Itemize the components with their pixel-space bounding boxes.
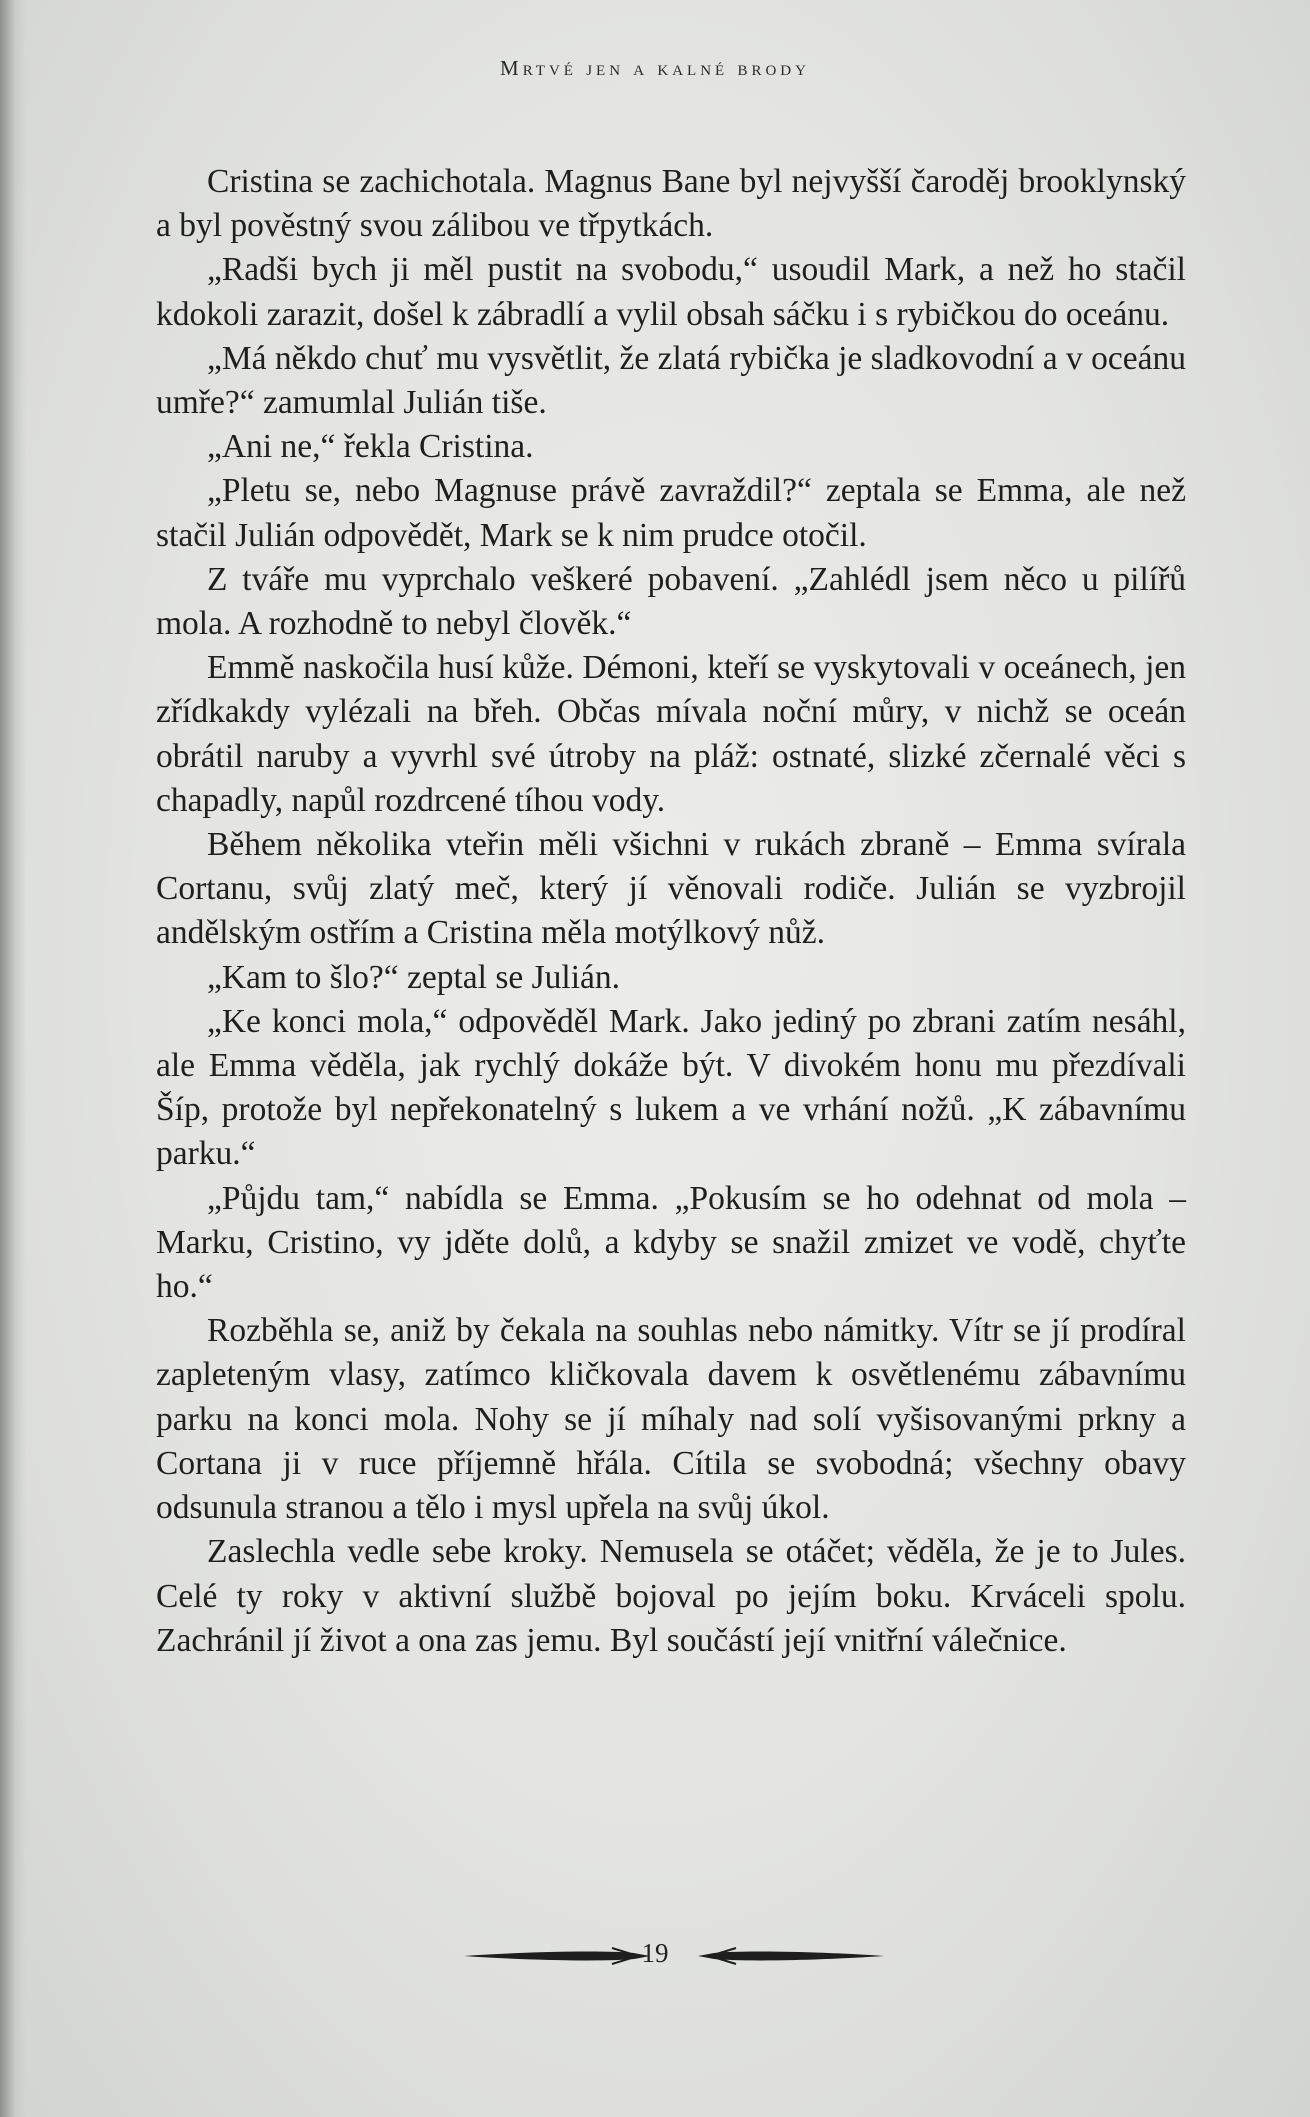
paragraph: „Půjdu tam,“ nabídla se Emma. „Pokusím se ho odehnat od mola – Marku, Cristino, vy jděte dolů, a kdyby se snažil zmizet ve vodě, chyťte ho.“: [156, 1179, 1186, 1306]
paragraph: Z tváře mu vyprchalo veškeré pobavení. „Zahlédl jsem něco u pilířů mola. A rozhodně to nebyl člověk.“: [156, 560, 1186, 643]
paragraph: „Radši bych ji měl pustit na svobodu,“ usoudil Mark, a než ho stačil kdokoli zarazit, došel k zábradlí a vylil obsah sáčku i s rybičkou do oceánu.: [156, 251, 1186, 333]
right-ornament-icon: [696, 1936, 886, 1976]
paragraph: Během několika vteřin měli všichni v rukách zbraně – Emma svírala Cortanu, svůj zlatý meč, který jí věnovali rodiče. Julián se vyzbrojil andělským ostřím a Cristina měla motýlkový nůž.: [156, 826, 1186, 952]
paragraph: „Pletu se, nebo Magnuse právě zavraždil?“ zeptala se Emma, ale než stačil Julián odpovědět, Mark se k nim prudce otočil.: [156, 472, 1186, 554]
paragraph: „Má někdo chuť mu vysvětlit, že zlatá rybička je sladkovodní a v oceánu umře?“ zamumlal Julián tiše.: [156, 339, 1186, 422]
paragraph: Cristina se zachichotala. Magnus Bane byl nejvyšší čaroděj brooklynský a byl pověstný svou zálibou ve třpytkách.: [156, 163, 1186, 245]
paragraph: „Kam to šlo?“ zeptal se Julián.: [207, 958, 621, 996]
running-head: Mrtvé jen a kalné brody: [500, 56, 810, 80]
paragraph: Emmě naskočila husí kůže. Démoni, kteří se vyskytovali v oceánech, jen zřídkakdy vylézali na břeh. Občas mívala noční můry, v nichž se oceán obrátil naruby a vyvrhl své útroby na pláž: ostnaté, slizké zčernalé věci s chapadly, napůl rozdrcené tíhou vody.: [156, 649, 1186, 819]
paragraph: „Ani ne,“ řekla Cristina.: [207, 428, 534, 466]
body-text: [156, 160, 1186, 1663]
paragraph: „Ke konci mola,“ odpověděl Mark. Jako jediný po zbrani zatím nesáhl, ale Emma věděla, jak rychlý dokáže být. V divokém honu mu přezdívali Šíp, protože byl nepřekonatelný s lukem a ve vrhání nožů. „K zábavnímu parku.“: [156, 1002, 1186, 1173]
page-number: 19: [641, 1938, 669, 1968]
paragraph: Zaslechla vedle sebe kroky. Nemusela se otáčet; věděla, že je to Jules. Celé ty roky v aktivní službě bojoval po jejím boku. Krváceli spolu. Zachránil jí život a ona zas jemu. Byl součástí její vnitřní válečnice.: [156, 1533, 1186, 1659]
page-gutter-shadow: [0, 0, 26, 2117]
page-footer: [0, 1936, 1310, 1976]
paragraph: Rozběhla se, aniž by čekala na souhlas nebo námitky. Vítr se jí prodíral zapleteným vlasy, zatímco kličkovala davem k osvětlenému zábavnímu parku na konci mola. Nohy se jí míhaly nad solí vyšisovanými prkny a Cortana ji v ruce příjemně hřála. Cítila se svobodná; všechny obavy odsunula stranou a tělo i mysl upřela na svůj úkol.: [156, 1312, 1186, 1527]
